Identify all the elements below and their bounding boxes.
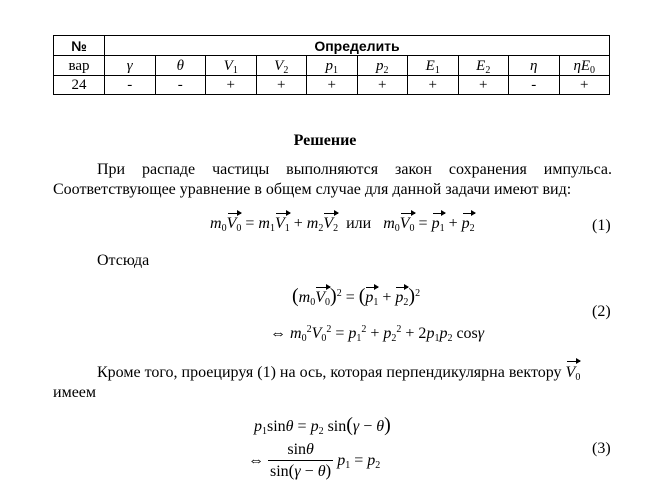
table-cell: +: [307, 76, 358, 95]
col-header-v1: $V_1$: [206, 56, 257, 76]
col-header-gamma: γ: [105, 56, 156, 76]
table-cell: +: [206, 76, 257, 95]
table-cell: -: [105, 76, 156, 95]
paragraph-2-line-1: Кроме того, проецируя (1) на ось, которая перпендикулярна вектору $V_0$: [97, 364, 581, 383]
determine-label: Определить: [314, 37, 400, 54]
col-header-eta-e0: $\eta E_0$: [559, 56, 610, 76]
col-header-eta: η: [509, 56, 560, 76]
solution-heading: Решение: [293, 132, 357, 149]
paragraph-1-line-1: При распаде частицы выполняются закон сохранения импульса.: [97, 161, 612, 178]
col-header-e1: $E_1$: [408, 56, 459, 76]
equation-1-or: или: [346, 215, 372, 232]
number-label: №: [71, 37, 87, 54]
variant-label: вар: [68, 57, 90, 74]
equation-2-line-1: $(m_0V_0)^2 = (p_1 + p_2)^2$: [292, 285, 421, 308]
col-header-e2: $E_2$: [458, 56, 509, 76]
table-row: [54, 76, 610, 95]
table-cell: +: [408, 76, 459, 95]
table-cell: +: [559, 76, 610, 95]
table-cell: +: [458, 76, 509, 95]
paragraph-1-line-2: Соответствующее уравнение в общем случае для данной задачи имеют вид:: [53, 181, 572, 198]
table-cell: +: [357, 76, 408, 95]
col-header-p2: $p_2$: [357, 56, 408, 76]
equation-1-number: (1): [592, 217, 611, 234]
table-cell: +: [256, 76, 307, 95]
determine-header: [105, 36, 610, 56]
variant-header: [54, 56, 105, 76]
equation-3-line-1: $p_1\sin\theta = p_2$ sin(γ − θ): [254, 414, 391, 437]
table-cell: -: [155, 76, 206, 95]
number-header: [54, 36, 105, 56]
col-header-theta: θ: [155, 56, 206, 76]
paragraph-2-line-2: имеем: [53, 384, 97, 401]
variant-cell: 24: [54, 76, 105, 95]
col-header-v2: $V_2$: [256, 56, 307, 76]
equation-3-number: (3): [592, 440, 611, 457]
task-table: [53, 35, 610, 95]
equation-1: $m_0V_0 = m_1V_1 + m_2V_2$ или $m_0V_0 = p_1 + p_2$: [210, 215, 475, 234]
table-cell: -: [509, 76, 560, 95]
hence-text: Отсюда: [97, 252, 150, 269]
equation-3-line-2: ⇔ $\frac{\sin\theta}{\sin(\gamma - \theta)}$ $p_1 = p_2$: [248, 441, 381, 480]
equation-2-number: (2): [592, 303, 611, 320]
col-header-p1: $p_1$: [307, 56, 358, 76]
equation-2-line-2: ⇔ $m_0^2V_0^2 = p_1^2 + p_2^2 + 2p_1p_2$ cosγ: [270, 324, 485, 344]
